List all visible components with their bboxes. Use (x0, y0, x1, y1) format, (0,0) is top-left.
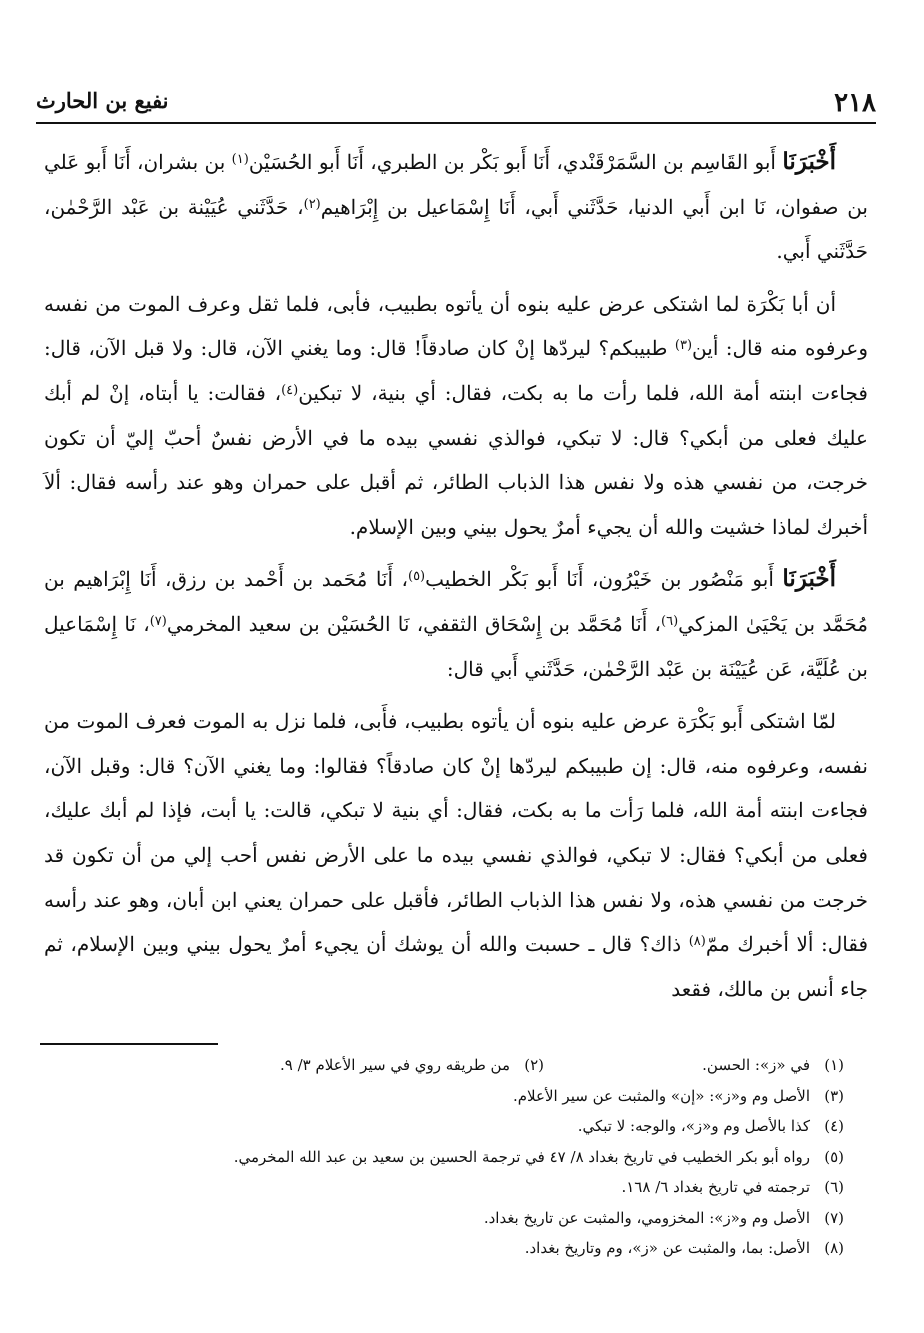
footnote-number: (٣) (824, 1086, 844, 1105)
text-run: أَبو القَاسِم بن السَّمَرْقَنْدي، أَنَا أَبو بَكْر بن الطبري، أَنَا أَبو الحُسَيْن (248, 150, 783, 174)
footnote-number: (٤) (824, 1117, 844, 1135)
main-text (44, 140, 868, 1011)
footnote-text: من طريقه روي في سير الأعلام ٣/ ٩. (280, 1056, 510, 1074)
footnote-reference: (٤) (281, 382, 299, 398)
footnote-separator (40, 1043, 218, 1045)
footnote-row (40, 1050, 844, 1081)
footnote-text: الأصل وم و«ز»: المخزومي، والمثبت عن تاريخ بغداد. (483, 1208, 810, 1227)
footnote-number: (١) (824, 1056, 844, 1074)
isnad-lead-word: أَخْبَرَنَا (782, 148, 837, 175)
footnote-reference: (٣) (674, 338, 693, 354)
footnote-reference: (٦) (661, 613, 679, 629)
page-header (36, 70, 876, 124)
text-run: ، أَنَا مُحَمد بن أَحْمد بن رزق، أَنَا إِبْرَاهيم بن مُحَمَّد بن يَحْيَىٰ المزكي (44, 567, 869, 636)
paragraph (44, 699, 868, 1011)
text-run: أَبو مَنْصُور بن خَيْرُون، أَنَا أَبو بَكْر الخطيب (425, 567, 783, 592)
footnote-number: (٢) (524, 1056, 544, 1074)
footnote (40, 1111, 844, 1142)
footnote (40, 1203, 844, 1234)
footnote-text: الأصل وم و«ز»: «إن» والمثبت عن سير الأعلام. (512, 1086, 810, 1105)
footnote-reference: (٥) (407, 569, 426, 585)
text-run: ، حَدَّثَني عُيَيْنة بن عَبْد الرَّحْمٰن، حَدَّثَني أَبي. (44, 194, 868, 264)
page-number: ٢١٨ (834, 88, 876, 118)
running-title: نفيع بن الحارث (36, 88, 169, 113)
footnote-reference: (٧) (149, 613, 167, 629)
text-run: أن أبا بَكْرَة لما اشتكى عرض عليه بنوه أن يأتوه بطبيب، فأبى، فلما ثقل وعرف الموت من نفسه وعرفوه منه قال: أين (44, 291, 869, 361)
text-run: ، أَنَا مُحَمَّد بن إِسْحَاق الثقفي، نَا الحُسَيْن بن سعيد المخرمي (166, 611, 662, 636)
footnote-reference: (٢) (303, 196, 321, 212)
text-run: ، نَا إِسْمَاعيل بن عُلَيَّة، عَن عُيَيْنَة بن عَبْد الرَّحْمٰن، حَدَّثَني أَبي قال: (44, 611, 868, 681)
footnote (40, 1172, 844, 1203)
footnote (40, 1081, 844, 1112)
footnote-number: (٧) (824, 1208, 844, 1227)
footnote (244, 1050, 544, 1081)
footnote-text: ترجمته في تاريخ بغداد ٦/ ١٦٨. (621, 1178, 810, 1196)
footnote (40, 1233, 844, 1264)
footnote-reference: (٨) (688, 934, 706, 950)
footnote-text: كذا بالأصل وم و«ز»، والوجه: لا تبكي. (577, 1117, 810, 1135)
footnotes (40, 1050, 844, 1264)
paragraph (44, 282, 868, 550)
text-run: ، فقالت: يا أبتاه، إنْ لم أبك عليك فعلى من أبكي؟ قال: لا تبكي، فوالذي نفسي بيده ما في الأرض نفسٌ أحبّ إليّ أن تكون خرجت، من نفسي هذه ولا نفس هذا الذباب الطائر، ثم أقبل على حمران وهو عند رأسه فقال: ألاَ أخبرك لماذا خشيت والله أن يجيء أمرٌ يحول بيني وبين الإسلام. (44, 380, 868, 539)
isnad-lead-word: أَخْبَرَنَا (782, 565, 836, 593)
paragraph (44, 140, 868, 274)
footnote-reference: (١) (231, 152, 249, 167)
footnote-number: (٥) (824, 1147, 844, 1166)
footnote-text: رواه أبو بكر الخطيب في تاريخ بغداد ٨/ ٤٧ في ترجمة الحسين بن سعيد بن عبد الله المخرمي. (233, 1147, 810, 1166)
footnote-text: الأصل: بما، والمثبت عن «ز»، وم وتاريخ بغداد. (524, 1239, 810, 1257)
footnote-text: في «ز»: الحسن. (702, 1056, 810, 1074)
footnote (544, 1050, 844, 1081)
paragraph (44, 557, 868, 691)
text-run: ذاك؟ قال ـ حسبت والله أن يوشك أن يجيء أمرٌ يحول بيني وبين الإسلام، ثم جاء أنس بن مالك، فقعد (44, 932, 868, 1001)
text-run: طبيبكم؟ ليردّها إنْ كان صادقاً! قال: وما يغني الآن، قال: ولا قبل الآن، قال: فجاءت ابنته أمة الله، فلما رأت ما به بكت، فقال: أي بنية، لا تبكين (44, 336, 868, 405)
footnote-number: (٦) (824, 1178, 844, 1196)
text-run: بن بشران، أَنَا أَبو عَلي بن صفوان، نَا ابن أَبي الدنيا، حَدَّثَني أَبي، أَنَا إِسْمَاعيل بن إِبْرَاهيم (44, 150, 868, 219)
footnote (40, 1142, 844, 1173)
text-run: لمّا اشتكى أَبو بَكْرَة عرض عليه بنوه أن يأتوه بطبيب، فأَبى، فلما نزل به الموت فعرف الموت من نفسه، وعرفوه منه، قال: إن طبيبكم ليردّها إنْ كان صادقاً؟ فقالوا: وما يغني الآن؟ قال: وقبل الآن، فجاءت ابنته أمة الله، فلما رَأت ما به بكت، فقال: أي بنية لا تبكي، قالت: يا أبت، فإذا لم أبك عليك، فعلى من أبكي؟ فقال: لا تبكي، فوالذي نفسي بيده ما على الأرض نفس أحب إلي من أن تكون قد خرجت من نفسي هذه، ولا نفس هذا الذباب الطائر، فأقبل على حمران يعني ابن أبان، وهو عند رأسه فقال: ألا أخبرك ممّ (44, 709, 869, 957)
footnote-number: (٨) (824, 1239, 844, 1257)
